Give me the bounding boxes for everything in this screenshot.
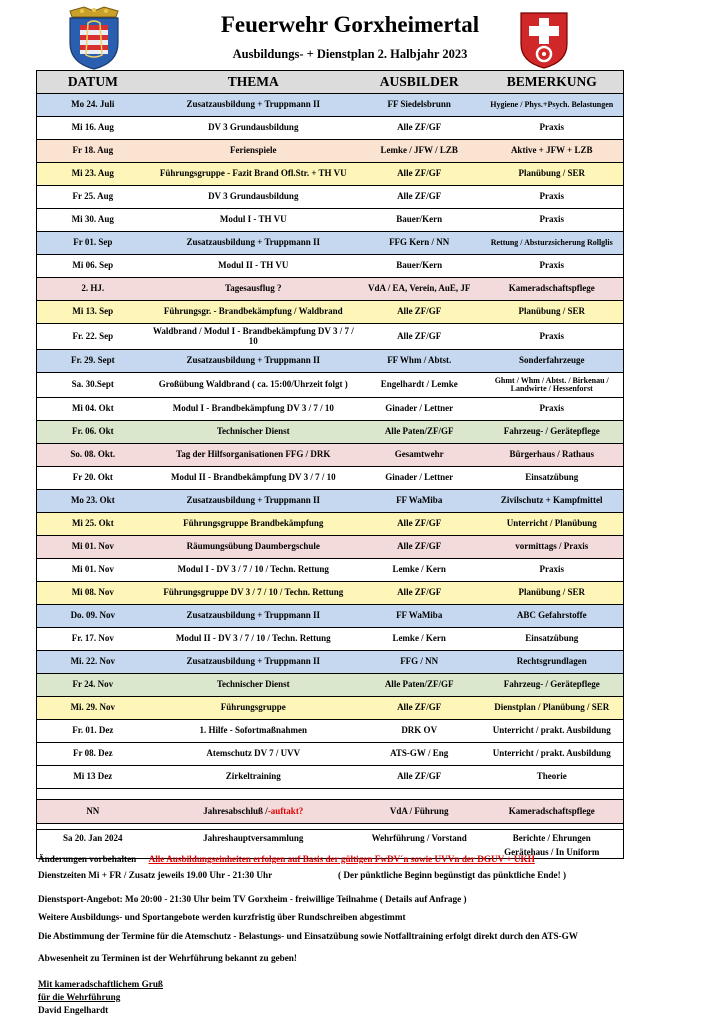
cell-ausbilder: FFG / NN [400,656,439,667]
cell-ausbilder: Alle ZF/GF [397,330,442,341]
cell-thema: DV 3 Grundausbildung [208,191,299,202]
cell-thema: Atemschutz DV 7 / UVV [206,748,301,759]
table-row [37,232,623,255]
table-row [37,490,623,513]
cell-bemerkung: Kameradschaftspflege [508,283,595,294]
cell-thema: Zusatzausbildung + Truppmann II [186,355,321,366]
cell-ausbilder: FF WaMiba [396,610,443,621]
cell-bemerkung: Praxis [539,260,564,271]
cell-datum: Mi 16. Aug [71,122,114,133]
cell-ausbilder: Gesamtwehr [394,449,444,460]
cell-bemerkung: Praxis [539,214,564,225]
cell-ausbilder: DRK OV [401,725,438,736]
column-header-bemerkung: BEMERKUNG [506,74,597,89]
cell-thema: Modul II - DV 3 / 7 / 10 / Techn. Rettung [175,633,331,644]
cell-ausbilder: ATS-GW / Eng [390,748,449,759]
cell-thema: Modul I - TH VU [219,214,287,225]
cell-ausbilder: Alle ZF/GF [397,587,442,598]
cell-ausbilder: FF Siedelsbrunn [387,99,451,110]
table-row [37,651,623,674]
table-spacer-row [37,789,623,800]
cell-datum: Fr. 01. Dez [72,725,114,736]
dienstzeiten-text: Dienstzeiten Mi + FR / Zusatz jeweils 19.00 Uhr - 21:30 Uhr [38,870,273,880]
table-body [37,94,623,789]
cell-bemerkung: Kameradschaftspflege [508,805,595,816]
page-title: Feuerwehr Gorxheimertal [220,12,480,37]
cell-thema: Modul I - Brandbekämpfung DV 3 / 7 / 10 [172,403,334,414]
cell-thema [149,800,358,823]
cell-ausbilder: Alle ZF/GF [397,541,442,552]
cell-ausbilder: Ginader / Lettner [385,472,454,483]
weitere-line: Weitere Ausbildungs- und Sportangebote werden kurzfristig über Rundschreiben abgestimmt [38,912,406,922]
cell-datum: Do. 09. Nov [70,610,116,621]
table-row [37,117,623,140]
cell-thema: Zusatzausbildung + Truppmann II [186,237,321,248]
cell-bemerkung: vormittags / Praxis [515,541,589,552]
cell-thema: Großübung Waldbrand ( ca. 15:00/Uhrzeit folgt ) [158,379,348,390]
cell-datum: Mi. 29. Nov [70,702,116,713]
cell-thema: Modul II - TH VU [218,260,289,271]
cell-datum: Fr. 29. Sept [70,355,115,366]
cell-thema-highlight: -auftakt? [267,805,304,816]
cell-datum: Fr 20. Okt [72,472,113,483]
table-row [37,444,623,467]
page-subtitle: Ausbildungs- + Dienstplan 2. Halbjahr 2023 [232,47,468,61]
cell-datum: Mi 30. Aug [71,214,114,225]
schedule-table [36,70,624,859]
cell-ausbilder: Bauer/Kern [396,260,443,271]
cell-bemerkung: Rechtsgrundlagen [516,656,587,667]
cell-thema: Zirkeltraining [225,771,281,782]
cell-datum: Mi 13. Sep [72,306,114,317]
cell-thema: Modul II - Brandbekämpfung DV 3 / 7 / 10 [170,472,336,483]
cell-datum: Mo 24. Juli [71,99,115,110]
cell-datum: Mi 25. Okt [71,518,114,529]
cell-thema: Räumungsübung Daumbergschule [186,541,320,552]
table-row [37,513,623,536]
cell-bemerkung: Ghmt / Whm / Abtst. / Birkenau / Landwirte / Hessenforst [494,375,609,393]
cell-ausbilder: Ginader / Lettner [385,403,454,414]
cell-datum: Mi. 22. Nov [70,656,116,667]
table-row [37,674,623,697]
cell-thema: Führungsgruppe - Fazit Brand Ofl.Str. + TH VU [159,168,347,179]
table-row [37,582,623,605]
changes-label: Änderungen vorbehalten [38,854,137,864]
cell-bemerkung: Sonderfahrzeuge [518,355,585,366]
table-row [37,697,623,720]
cell-datum: Fr 24. Nov [72,679,114,690]
cell-thema: Technischer Dienst [216,679,290,690]
cell-bemerkung: Praxis [539,403,564,414]
cell-thema: Tagesausflug ? [225,283,282,294]
cell-datum: Sa 20. Jan 2024 [63,832,123,843]
closing-for: für die Wehrführung [38,992,121,1002]
cell-datum: Fr 08. Dez [73,748,113,759]
column-header-datum: DATUM [67,74,118,89]
cell-datum: Mi 01. Nov [71,541,114,552]
cell-thema: Zusatzausbildung + Truppmann II [186,610,321,621]
table-row [37,421,623,444]
cell-bemerkung: Praxis [539,122,564,133]
cell-thema: DV 3 Grundausbildung [208,122,299,133]
cell-ausbilder: Alle ZF/GF [397,518,442,529]
table-row [37,766,623,789]
cell-bemerkung: Berichte / Ehrungen [512,832,591,843]
cell-bemerkung: Unterricht / Planübung [506,518,597,529]
cell-thema: Führungsgruppe DV 3 / 7 / 10 / Techn. Rettung [163,587,344,598]
cell-bemerkung: Aktive + JFW + LZB [510,145,593,156]
changes-line [38,854,535,864]
cell-bemerkung: ABC Gefahrstoffe [516,610,587,621]
cell-bemerkung: Planübung / SER [518,168,586,179]
table-row [37,373,623,398]
table-row [37,278,623,301]
column-header-thema: THEMA [227,74,279,89]
table-row [37,559,623,582]
cell-bemerkung: Planübung / SER [518,306,586,317]
cell-ausbilder: FF WaMiba [396,495,443,506]
cell-ausbilder: Lemke / JFW / LZB [380,145,458,156]
cell-ausbilder: FF Whm / Abtst. [387,355,452,366]
cell-ausbilder: VdA / Führung [389,805,449,816]
cell-bemerkung: Planübung / SER [518,587,586,598]
cell-ausbilder: Wehrführung / Vorstand [371,832,467,843]
cell-bemerkung: Einsatzübung [525,633,579,644]
cell-ausbilder: Alle ZF/GF [397,191,442,202]
table-row [37,398,623,421]
table-row-jahresabschluss [37,800,623,824]
column-header-ausbilder: AUSBILDER [379,74,459,89]
cell-datum: Fr 01. Sep [73,237,113,248]
table-row [37,163,623,186]
cell-thema: Führungsgr. - Brandbekämpfung / Waldbrand [163,306,343,317]
table-row [37,628,623,651]
cell-datum: NN [86,805,100,816]
cell-thema: Technischer Dienst [216,426,290,437]
cell-bemerkung: Zivilschutz + Kampfmittel [500,495,603,506]
table-row [37,209,623,232]
cell-thema: Zusatzausbildung + Truppmann II [186,495,321,506]
cell-datum: Fr. 06. Okt [71,426,114,437]
cell-bemerkung: Rettung / Absturzsicherung Rollglis [490,237,613,247]
table-header-row [37,71,623,94]
cell-thema: Jahreshauptversammlung [203,832,304,843]
cell-datum: Mi 06. Sep [72,260,114,271]
dienstzeiten-note: ( Der pünktliche Beginn begünstigt das pünktliche Ende! ) [338,870,567,880]
cell-bemerkung: Unterricht / prakt. Ausbildung [492,725,611,736]
cell-bemerkung: Praxis [539,191,564,202]
cell-bemerkung: Fahrzeug- / Gerätepflege [503,679,600,690]
table-row [37,255,623,278]
dienstzeiten-line [38,870,272,880]
table-row [37,350,623,373]
table-row [37,324,623,350]
abwesenheit-line: Abwesenheit zu Terminen ist der Wehrführung bekannt zu geben! [38,953,297,963]
cell-datum: Fr. 17. Nov [71,633,114,644]
cell-ausbilder: Alle ZF/GF [397,168,442,179]
cell-ausbilder: Bauer/Kern [396,214,443,225]
cell-ausbilder: Alle Paten/ZF/GF [384,679,454,690]
cell-ausbilder: Alle ZF/GF [397,122,442,133]
table-row [37,743,623,766]
cell-thema-main: Jahresabschluß / [203,805,268,816]
cell-thema: Zusatzausbildung + Truppmann II [186,99,321,110]
cell-thema: 1. Hilfe - Sofortmaßnahmen [199,725,308,736]
cell-datum: So. 08. Okt. [70,449,116,460]
cell-datum: Mi 08. Nov [71,587,114,598]
table-row-jahreshauptversammlung [37,830,623,845]
cell-datum: 2. HJ. [81,283,105,294]
cell-bemerkung: Bürgerhaus / Rathaus [509,449,594,460]
table-row [37,605,623,628]
cell-thema: Ferienspiele [230,145,277,156]
cell-thema: Führungsgruppe Brandbekämpfung [183,518,324,529]
cell-ausbilder: Alle ZF/GF [397,771,442,782]
abstimmung-line: Die Abstimmung der Termine für die Atemschutz - Belastungs- und Einsatzübung sowie Notfalltraining erfolgt direkt durch den ATS-GW [38,931,578,941]
cell-bemerkung: Unterricht / prakt. Ausbildung [492,748,611,759]
cell-datum: Fr. 22. Sep [72,330,114,341]
cell-bemerkung: Fahrzeug- / Gerätepflege [503,426,600,437]
cell-datum: Mi 23. Aug [71,168,114,179]
table-row [37,140,623,163]
cell-ausbilder: Alle Paten/ZF/GF [384,426,454,437]
closing-name: David Engelhardt [38,1005,109,1015]
cell-datum: Mi 13 Dez [73,771,113,782]
page-header [0,0,724,70]
table-row [37,467,623,490]
cell-bemerkung: Einsatzübung [525,472,579,483]
cell-datum: Mi 04. Okt [71,403,114,414]
cell-bemerkung: Dienstplan / Planübung / SER [494,702,610,713]
cell-ausbilder: VdA / EA, Verein, AuE, JF [368,283,471,294]
cell-ausbilder: Alle ZF/GF [397,702,442,713]
cell-datum: Sa. 30.Sept [71,379,114,390]
cell-datum: Fr 18. Aug [72,145,114,156]
cell-datum: Mo 23. Okt [70,495,115,506]
table-row [37,536,623,559]
cell-ausbilder: Lemke / Kern [392,564,446,575]
cell-thema: Führungsgruppe [220,702,286,713]
sport-line: Dienstsport-Angebot: Mo 20:00 - 21:30 Uhr beim TV Gorxheim - freiwillige Teilnahme ( Details auf Anfrage ) [38,894,467,904]
cell-ausbilder: Lemke / Kern [392,633,446,644]
cell-thema: Waldbrand / Modul I - Brandbekämpfung DV 3 / 7 / 10 [152,326,354,346]
cell-datum: Fr 25. Aug [72,191,114,202]
cell-ausbilder: FFG Kern / NN [389,237,450,248]
cell-thema: Modul I - DV 3 / 7 / 10 / Techn. Rettung [177,564,329,575]
table-row [37,186,623,209]
table-row [37,720,623,743]
cell-ausbilder: Alle ZF/GF [397,306,442,317]
cell-thema: Zusatzausbildung + Truppmann II [186,656,321,667]
changes-note: Alle Ausbildungseinheiten erfolgen auf Basis der gültigen FwDV´n sowie UVVn der DGUV + UKH [148,854,535,864]
cell-bemerkung-extra: Gerätehaus / In Uniform [504,846,600,857]
closing-greeting: Mit kameradschaftlichem Gruß [38,979,164,989]
cell-thema: Tag der Hilfsorganisationen FFG / DRK [176,449,331,460]
cell-datum: Mi 01. Nov [71,564,114,575]
hessen-coat-of-arms-icon [62,5,126,71]
cell-bemerkung: Praxis [539,330,564,341]
table-row [37,94,623,117]
cell-ausbilder: Engelhardt / Lemke [380,379,458,390]
table-row [37,301,623,324]
cell-bemerkung: Theorie [536,771,567,782]
cell-bemerkung: Hygiene / Phys.+Psych. Belastungen [490,99,614,109]
cell-bemerkung: Praxis [539,564,564,575]
gorxheimertal-coat-of-arms-icon [518,10,570,70]
